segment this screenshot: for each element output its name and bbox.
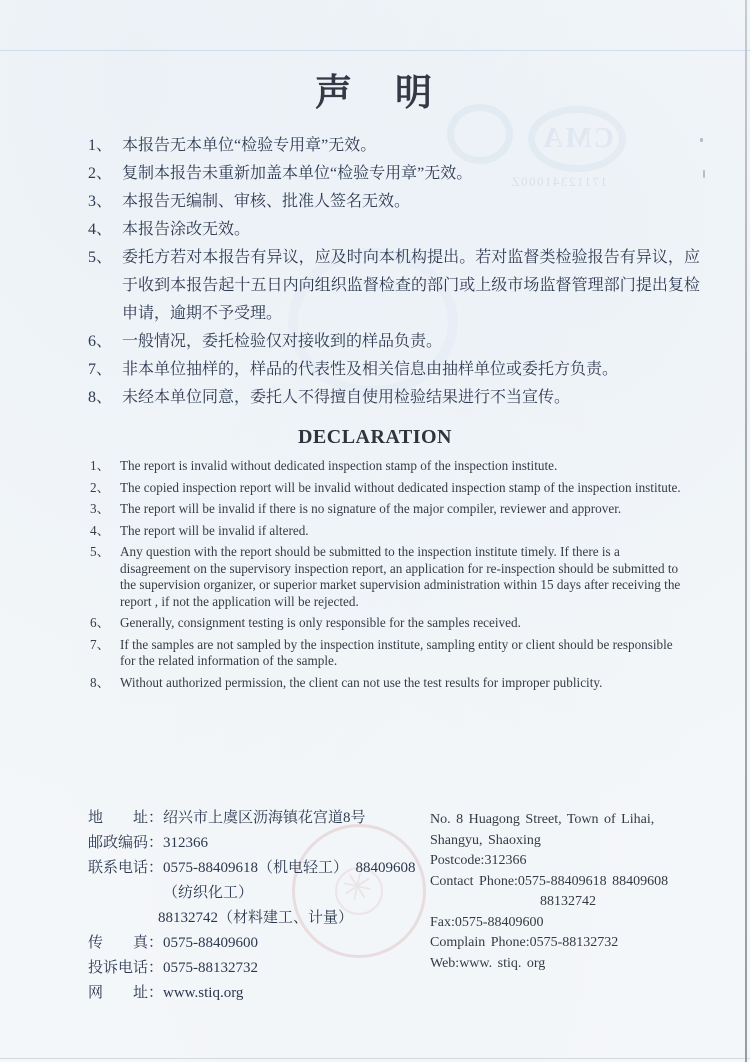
item-text: 本报告无编制、审核、批准人签名无效。 bbox=[122, 193, 411, 210]
item-number: 5、 bbox=[88, 249, 113, 266]
en-item-1 bbox=[90, 458, 682, 475]
en-item-6 bbox=[90, 615, 682, 632]
postcode-row bbox=[88, 831, 433, 856]
cn-item-5 bbox=[88, 244, 700, 328]
address-en-line1: No. 8 Huagong Street, Town of Lihai, bbox=[430, 812, 655, 827]
english-declaration-list bbox=[90, 458, 682, 696]
contact-phone-label: 联系电话： bbox=[88, 860, 164, 876]
cn-item-4 bbox=[88, 216, 700, 244]
item-text: If the samples are not sampled by the inspection institute, sampling entity or client should be responsible for the related information of the sample. bbox=[120, 636, 673, 668]
item-number: 2、 bbox=[88, 165, 113, 182]
declaration-heading: DECLARATION bbox=[297, 426, 453, 448]
item-text: The report will be invalid if there is no signature of the major compiler, reviewer and approver. bbox=[120, 501, 622, 516]
item-number: 8、 bbox=[90, 674, 110, 690]
item-number: 6、 bbox=[88, 333, 113, 350]
en-item-4 bbox=[90, 523, 682, 540]
cn-item-3 bbox=[88, 188, 700, 216]
item-number: 4、 bbox=[88, 221, 113, 238]
scan-speck bbox=[703, 170, 705, 178]
website-value: www.stiq.org bbox=[163, 985, 244, 1001]
seal-star-icon: ✳ bbox=[336, 864, 377, 912]
item-number: 6、 bbox=[90, 615, 110, 630]
en-item-7 bbox=[90, 637, 682, 670]
fax-value: 0575-88409600 bbox=[163, 935, 259, 951]
postcode-value: 312366 bbox=[163, 835, 209, 851]
item-text: 一般情况，委托检验仅对接收到的样品负责。 bbox=[122, 333, 443, 350]
item-number: 5、 bbox=[90, 544, 110, 559]
complaint-phone-en: Complain Phone:0575-88132732 bbox=[430, 935, 619, 950]
item-text: Generally, consignment testing is only responsible for the samples received. bbox=[120, 615, 521, 630]
en-item-2 bbox=[90, 480, 682, 497]
certificate-number-bleedthrough: 17112341000Z bbox=[510, 174, 607, 189]
complaint-phone-value: 0575-88132732 bbox=[163, 960, 259, 976]
item-text: 复制本报告未重新加盖本单位“检验专用章”无效。 bbox=[122, 165, 473, 182]
fax-label: 传 真： bbox=[88, 935, 164, 951]
item-number: 3、 bbox=[90, 501, 110, 516]
contact-phone-row bbox=[88, 856, 433, 906]
en-item-3 bbox=[90, 501, 682, 518]
chinese-declaration-list bbox=[88, 132, 700, 412]
website-en: Web:www. stiq. org bbox=[430, 955, 546, 971]
item-text: 非本单位抽样的，样品的代表性及相关信息由抽样单位或委托方负责。 bbox=[122, 361, 619, 378]
item-number: 7、 bbox=[90, 636, 110, 652]
contact-phone-en: Contact Phone:0575-88409618 88409608 bbox=[430, 873, 669, 889]
cn-item-7 bbox=[88, 356, 700, 384]
item-text: 本报告涂改无效。 bbox=[122, 221, 251, 238]
cma-watermark-text: CMA bbox=[540, 123, 614, 154]
scan-top-hairline bbox=[0, 50, 750, 51]
cn-item-8 bbox=[88, 384, 700, 412]
item-number: 1、 bbox=[90, 458, 110, 473]
contact-phone-continuation: 88132742（材料建工、计量） bbox=[158, 910, 354, 926]
item-number: 1、 bbox=[88, 137, 113, 154]
scan-speck bbox=[700, 138, 703, 142]
scanner-edge-line bbox=[745, 0, 747, 1062]
address-value: 绍兴市上虞区沥海镇花宫道8号 bbox=[163, 810, 366, 826]
complaint-phone-row bbox=[88, 956, 433, 981]
postcode-en: Postcode:312366 bbox=[430, 853, 527, 868]
item-number: 2、 bbox=[90, 479, 110, 495]
address-row bbox=[88, 806, 433, 831]
contact-block-chinese bbox=[88, 806, 433, 1006]
cn-item-2 bbox=[88, 160, 700, 188]
cn-item-6 bbox=[88, 328, 700, 356]
item-text: Without authorized permission, the client can not use the test results for improper publicity. bbox=[120, 674, 603, 690]
cn-item-1 bbox=[88, 132, 700, 160]
item-number: 3、 bbox=[88, 193, 113, 210]
en-item-8 bbox=[90, 675, 682, 692]
item-text: The report will be invalid if altered. bbox=[120, 522, 309, 538]
item-number: 7、 bbox=[88, 361, 113, 378]
scan-bottom-hairline bbox=[0, 1058, 750, 1059]
address-en-line2: Shangyu, Shaoxing bbox=[430, 832, 541, 848]
item-number: 8、 bbox=[88, 389, 113, 406]
contact-phone-en-continuation: 88132742 bbox=[540, 894, 596, 909]
item-text: The copied inspection report will be invalid without dedicated inspection stamp of the inspection institute. bbox=[120, 479, 681, 495]
website-label: 网 址： bbox=[88, 985, 164, 1001]
item-number: 4、 bbox=[90, 522, 110, 538]
item-text: The report is invalid without dedicated inspection stamp of the inspection institute. bbox=[120, 458, 558, 473]
item-text: 未经本单位同意，委托人不得擅自使用检验结果进行不当宣传。 bbox=[122, 389, 571, 406]
contact-block-english bbox=[430, 810, 710, 974]
complaint-phone-label: 投诉电话： bbox=[88, 960, 164, 976]
fax-en: Fax:0575-88409600 bbox=[430, 914, 544, 930]
en-item-5 bbox=[90, 544, 682, 610]
page-title: 声 明 bbox=[315, 73, 435, 114]
item-text: 本报告无本单位“检验专用章”无效。 bbox=[122, 137, 377, 154]
contact-phone-value: 0575-88409618（机电轻工） 88409608（纺织化工） bbox=[163, 860, 416, 901]
postcode-label: 邮政编码： bbox=[88, 835, 164, 851]
fax-row bbox=[88, 931, 433, 956]
item-text: Any question with the report should be submitted to the inspection institute timely. If there is a disagreement on the supervisory inspection report, an application for re-inspection should be submitted to the supervision organizer, or superior market supervision administration within 15 days after receiving the report , if not the application will be rejected. bbox=[120, 544, 681, 609]
item-text: 委托方若对本报告有异议，应及时向本机构提出。若对监督类检验报告有异议，应于收到本报告起十五日内向组织监督检查的部门或上级市场监督管理部门提出复检申请，逾期不予受理。 bbox=[122, 249, 700, 322]
address-label: 地 址： bbox=[88, 810, 164, 826]
website-row bbox=[88, 981, 433, 1006]
